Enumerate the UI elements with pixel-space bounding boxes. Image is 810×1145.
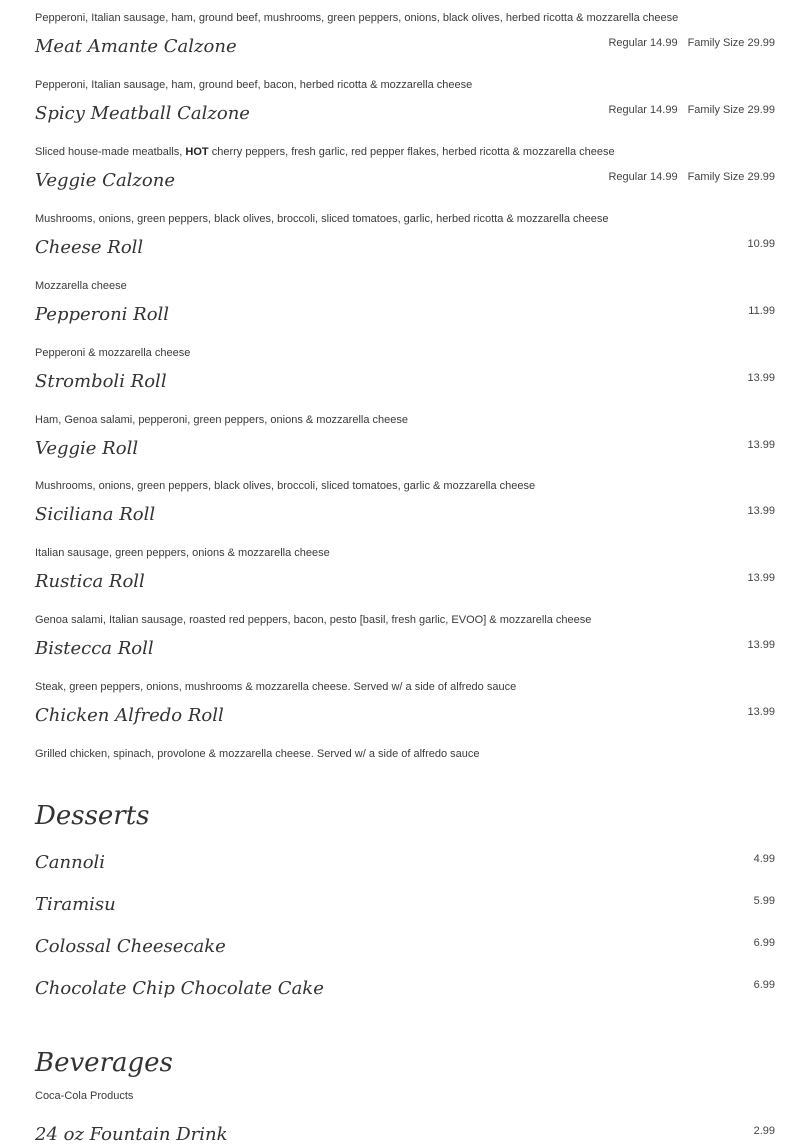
item-price [608, 171, 775, 183]
item-price: 5.99 [753, 895, 775, 907]
item-price [608, 104, 775, 116]
item-price: 10.99 [747, 238, 775, 250]
item-name: Tiramisu [35, 894, 116, 915]
item-description: Mushrooms, onions, green peppers, black olives, broccoli, sliced tomatoes, garlic, herbed ricotta & mozzarella cheese [35, 213, 609, 225]
item-description: Genoa salami, Italian sausage, roasted red peppers, bacon, pesto [basil, fresh garlic, EVOO] & mozzarella cheese [35, 614, 592, 626]
item-name: Chocolate Chip Chocolate Cake [35, 978, 324, 999]
item-description: Steak, green peppers, onions, mushrooms & mozzarella cheese. Served w/ a side of alfredo sauce [35, 681, 517, 693]
item-name: Veggie Roll [35, 438, 139, 459]
item-name: Spicy Meatball Calzone [35, 103, 250, 124]
item-name: Bistecca Roll [35, 638, 154, 659]
item-description: Italian sausage, green peppers, onions & mozzarella cheese [35, 547, 330, 559]
item-description: Pepperoni, Italian sausage, ham, ground beef, bacon, herbed ricotta & mozzarella cheese [35, 79, 473, 91]
item-description: Mozzarella cheese [35, 280, 127, 292]
family-price: Family Size 29.99 [687, 37, 775, 49]
regular-price: Regular 14.99 [608, 171, 678, 183]
regular-price: Regular 14.99 [608, 104, 678, 116]
item-price: 2.99 [753, 1125, 775, 1137]
item-name: Meat Amante Calzone [35, 36, 237, 57]
item-price: 13.99 [747, 572, 775, 584]
item-name: Colossal Cheesecake [35, 936, 226, 957]
item-name: Rustica Roll [35, 571, 145, 592]
item-price: 13.99 [747, 372, 775, 384]
item-name: 24 oz Fountain Drink [35, 1124, 228, 1145]
item-price: 13.99 [747, 706, 775, 718]
item-name: Pepperoni Roll [35, 304, 170, 325]
item-price: 6.99 [753, 937, 775, 949]
item-price [608, 37, 775, 49]
item-description: Pepperoni, Italian sausage, ham, ground beef, mushrooms, green peppers, onions, black olives, herbed ricotta & mozzarella cheese [35, 12, 679, 24]
item-name: Stromboli Roll [35, 371, 167, 392]
section-title-beverages: Beverages [35, 1048, 173, 1078]
item-description: Sliced house-made meatballs, HOT cherry peppers, fresh garlic, red pepper flakes, herbed ricotta & mozzarella cheese [35, 146, 615, 158]
item-description: Pepperoni & mozzarella cheese [35, 347, 191, 359]
section-subtitle: Coca-Cola Products [35, 1090, 134, 1102]
item-price: 13.99 [747, 505, 775, 517]
item-name: Veggie Calzone [35, 170, 176, 191]
family-price: Family Size 29.99 [687, 104, 775, 116]
family-price: Family Size 29.99 [687, 171, 775, 183]
section-title-desserts: Desserts [35, 801, 150, 831]
item-price: 6.99 [753, 979, 775, 991]
item-name: Cheese Roll [35, 237, 144, 258]
item-description: Mushrooms, onions, green peppers, black olives, broccoli, sliced tomatoes, garlic & mozzarella cheese [35, 480, 536, 492]
item-price: 4.99 [753, 853, 775, 865]
item-name: Chicken Alfredo Roll [35, 705, 224, 726]
item-name: Siciliana Roll [35, 504, 156, 525]
item-description: Grilled chicken, spinach, provolone & mozzarella cheese. Served w/ a side of alfredo sauce [35, 748, 480, 760]
item-price: 11.99 [748, 305, 775, 317]
item-price: 13.99 [747, 639, 775, 651]
item-description: Ham, Genoa salami, pepperoni, green peppers, onions & mozzarella cheese [35, 414, 408, 426]
item-price: 13.99 [747, 439, 775, 451]
hot-label: HOT [185, 146, 209, 158]
item-name: Cannoli [35, 852, 106, 873]
regular-price: Regular 14.99 [608, 37, 678, 49]
